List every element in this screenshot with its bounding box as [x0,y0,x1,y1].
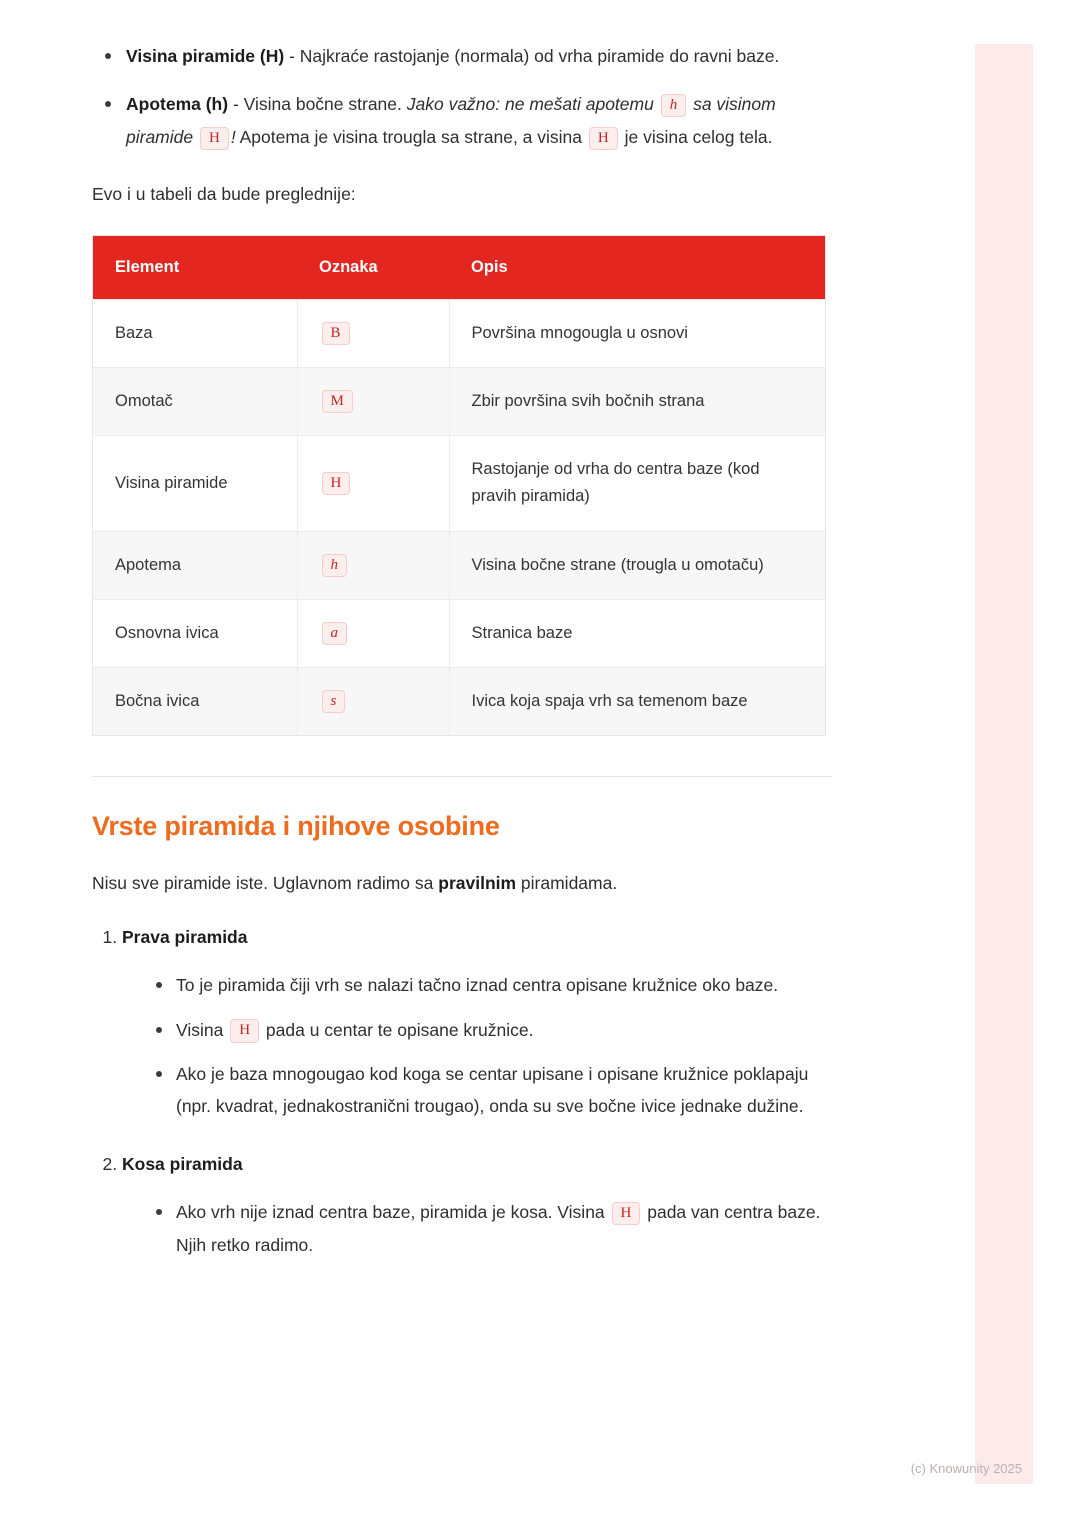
table-row [93,436,826,531]
inline-code-H: H [322,472,351,495]
bullet-post: pada u centar te opisane kružnice. [261,1019,534,1040]
prava-piramida-bullets [122,969,832,1123]
section-title: Vrste piramida i njihove osobine [92,811,500,842]
cell-opis: Stranica baze [449,599,826,667]
section-intro [92,868,832,900]
list-item [122,1149,832,1261]
apotema-italic-1: Jako važno: ne mešati apotemu [406,94,659,115]
table-header-element: Element [93,235,298,299]
table-body [93,299,826,736]
cell-element: Baza [93,299,298,367]
section-intro-bold: pravilnim [438,873,517,894]
apotema-italic-2: sa visinom piramide [126,94,776,147]
apotema-text-2: Apotema je visina trougla sa strane, a visina [235,126,587,147]
inline-code-H-2: H [589,127,618,150]
cell-oznaka [297,667,449,735]
inline-code-h: h [322,554,348,577]
bullet-post: pada van centra baze. Njih retko radimo. [176,1202,821,1255]
cell-element: Omotač [93,367,298,435]
term-visina-piramide: Visina piramide (H) [126,46,285,66]
inline-code-H: H [230,1019,259,1042]
inline-code-M: M [322,390,353,413]
section-intro-before: Nisu sve piramide iste. Uglavnom radimo sa [92,873,439,894]
term-visina-piramide-text: - Najkraće rastojanje (normala) od vrha piramide do ravni baze. [284,46,780,66]
document-content [92,40,832,1287]
table-header-oznaka: Oznaka [297,235,449,299]
bullet-pre: Ako vrh nije iznad centra baze, piramida je kosa. Visina [176,1202,610,1223]
table-header-row [93,235,826,299]
inline-code-H: H [612,1202,641,1225]
term-apotema-text-1: - Visina bočne strane. [228,94,407,115]
list-item [146,1014,832,1046]
cell-element: Bočna ivica [93,667,298,735]
table-head [93,235,826,299]
cell-opis: Površina mnogougla u osnovi [449,299,826,367]
list-item [92,88,832,153]
right-color-strip [975,44,1033,1484]
elements-table [92,235,826,737]
table-header-opis: Opis [449,235,826,299]
inline-code-s: s [322,690,346,713]
cell-oznaka [297,299,449,367]
intro-bullet-list [92,40,832,153]
term-apotema: Apotema (h) [126,94,229,115]
cell-element: Visina piramide [93,436,298,531]
bullet-pre: Visina [176,1019,229,1040]
list-item [146,1196,832,1261]
copyright-footer: (c) Knowunity 2025 [910,1461,1022,1476]
cell-oznaka [297,367,449,435]
cell-oznaka [297,531,449,599]
cell-opis: Zbir površina svih bočnih strana [449,367,826,435]
cell-opis: Visina bočne strane (trougla u omotaču) [449,531,826,599]
cell-element: Apotema [93,531,298,599]
list-item [122,922,832,1123]
apotema-italic-3: ! [230,126,236,147]
cell-opis: Rastojanje od vrha do centra baze (kod pravih piramida) [449,436,826,531]
item-title-kosa-piramida: Kosa piramida [122,1153,243,1174]
table-row [93,531,826,599]
list-item [92,40,832,72]
cell-element: Osnovna ivica [93,599,298,667]
inline-code-h: h [661,94,687,117]
list-item: Ako je baza mnogougao kod koga se centar upisane i opisane kružnice poklapaju (npr. kvadrat, jednakostranični trougao), onda su sve bočne ivice jednake dužine. [146,1058,832,1123]
item-title-prava-piramida: Prava piramida [122,926,248,947]
inline-code-B: B [322,322,350,345]
cell-oznaka [297,599,449,667]
apotema-text-3: je visina celog tela. [619,126,773,147]
cell-oznaka [297,436,449,531]
table-row [93,667,826,735]
section-intro-after: piramidama. [516,873,618,894]
table-row [93,599,826,667]
cell-opis: Ivica koja spaja vrh sa temenom baze [449,667,826,735]
list-item: To je piramida čiji vrh se nalazi tačno iznad centra opisane kružnice oko baze. [146,969,832,1001]
section-divider [92,776,832,777]
inline-code-H: H [200,127,229,150]
inline-code-a: a [322,622,348,645]
pyramid-types-list [92,922,832,1261]
kosa-piramida-bullets [122,1196,832,1261]
table-row [93,299,826,367]
table-row [93,367,826,435]
table-lead-text: Evo i u tabeli da bude preglednije: [92,184,356,205]
